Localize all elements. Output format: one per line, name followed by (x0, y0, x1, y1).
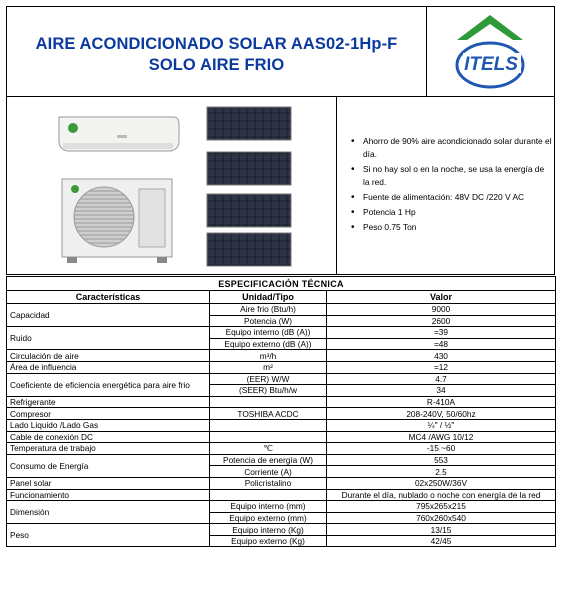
row-unit: ℃ (210, 443, 327, 455)
row-value: ¼" / ½" (327, 419, 556, 431)
feature-item: • Ahorro de 90% aire acondicionado solar durante el día. (363, 135, 552, 161)
row-value: 430 (327, 350, 556, 362)
row-unit (210, 419, 327, 431)
row-value: 795x265x215 (327, 501, 556, 513)
header (6, 6, 555, 97)
table-row (7, 304, 556, 316)
table-row (7, 408, 556, 420)
row-value: 13/15 (327, 524, 556, 536)
row-value: =48 (327, 338, 556, 350)
spec-table (6, 276, 556, 547)
row-label: Temperatura de trabajo (7, 443, 210, 455)
row-label: Compresor (7, 408, 210, 420)
row-unit: Potencia de energía (W) (210, 454, 327, 466)
page-subtitle: SOLO AIRE FRIO (148, 56, 285, 74)
logo-text: ITELS (464, 54, 518, 75)
row-unit: Equipo interno (Kg) (210, 524, 327, 536)
feature-item: • Peso 0.75 Ton (363, 221, 552, 234)
feature-item: • Fuente de alimentación: 48V DC /220 V AC (363, 191, 552, 204)
feature-list (347, 135, 552, 236)
row-unit: m² (210, 361, 327, 373)
row-label: Área de influencia (7, 361, 210, 373)
solar-panel-icon (207, 107, 291, 266)
row-label: Lado Liquido /Lado Gas (7, 419, 210, 431)
product-section (6, 97, 555, 275)
row-value: 4.7 (327, 373, 556, 385)
column-header: Valor (327, 291, 556, 304)
column-header: Unidad/Tipo (210, 291, 327, 304)
table-row (7, 431, 556, 443)
row-value: =39 (327, 327, 556, 339)
row-value: 34 (327, 385, 556, 397)
row-label: Consumo de Energía (7, 454, 210, 477)
row-value: 208-240V, 50/60hz (327, 408, 556, 420)
row-label: Peso (7, 524, 210, 547)
column-header: Características (7, 291, 210, 304)
row-label: Coeficiente de eficiencia energética para aire frio (7, 373, 210, 396)
product-illustration (7, 97, 337, 274)
row-unit: m³/h (210, 350, 327, 362)
row-unit: Equipo externo (mm) (210, 512, 327, 524)
row-unit (210, 396, 327, 408)
row-label: Ruido (7, 327, 210, 350)
row-unit (210, 431, 327, 443)
row-label: Capacidad (7, 304, 210, 327)
row-value: 2.5 (327, 466, 556, 478)
logo-roof-icon (457, 15, 523, 40)
row-label: Panel solar (7, 477, 210, 489)
feature-item: • Si no hay sol o en la noche, se usa la energía de la red. (363, 163, 552, 189)
feature-item: • Potencia 1 Hp (363, 206, 552, 219)
table-row (7, 524, 556, 536)
row-unit: Equipo interno (mm) (210, 501, 327, 513)
row-unit: Corriente (A) (210, 466, 327, 478)
table-row (7, 361, 556, 373)
page-title: AIRE ACONDICIONADO SOLAR AAS02-1Hp-F (35, 35, 398, 53)
table-row (7, 350, 556, 362)
indoor-unit-icon (59, 117, 179, 151)
row-unit: (SEER) Btu/h/w (210, 385, 327, 397)
table-row (7, 454, 556, 466)
product-image (7, 97, 337, 274)
row-unit: Equipo interno (dB (A)) (210, 327, 327, 339)
row-value: Durante el día, nublado o noche con energía de la red (327, 489, 556, 501)
row-label: Funcionamiento (7, 489, 210, 501)
row-unit: TOSHIBA ACDC (210, 408, 327, 420)
row-unit: Aire frio (Btu/h) (210, 304, 327, 316)
row-label: Cable de conexión DC (7, 431, 210, 443)
row-value: 42/45 (327, 535, 556, 547)
row-value: R-410A (327, 396, 556, 408)
row-value: 2600 (327, 315, 556, 327)
table-row (7, 501, 556, 513)
table-row (7, 373, 556, 385)
row-unit: Equipo externo (dB (A)) (210, 338, 327, 350)
outdoor-unit-icon (62, 179, 172, 263)
row-value: =12 (327, 361, 556, 373)
row-unit (210, 489, 327, 501)
table-row (7, 327, 556, 339)
row-value: MC4 /AWG 10/12 (327, 431, 556, 443)
table-row (7, 419, 556, 431)
row-unit: (EER) W/W (210, 373, 327, 385)
row-value: -15 ~60 (327, 443, 556, 455)
row-value: 02x250W/36V (327, 477, 556, 489)
row-value: 553 (327, 454, 556, 466)
row-unit: Equipo externo (Kg) (210, 535, 327, 547)
itels-logo (427, 7, 554, 96)
row-value: 9000 (327, 304, 556, 316)
table-row (7, 477, 556, 489)
row-value: 760x260x540 (327, 512, 556, 524)
row-unit: Policristalino (210, 477, 327, 489)
table-row (7, 443, 556, 455)
row-label: Refrigerante (7, 396, 210, 408)
title-cell (7, 7, 427, 96)
table-row (7, 489, 556, 501)
row-label: Circulación de aire (7, 350, 210, 362)
spec-table-title: ESPECIFICACIÓN TÉCNICA (7, 277, 556, 291)
row-unit: Potencia (W) (210, 315, 327, 327)
logo-cell (427, 7, 554, 96)
row-label: Dimensión (7, 501, 210, 524)
table-row (7, 396, 556, 408)
